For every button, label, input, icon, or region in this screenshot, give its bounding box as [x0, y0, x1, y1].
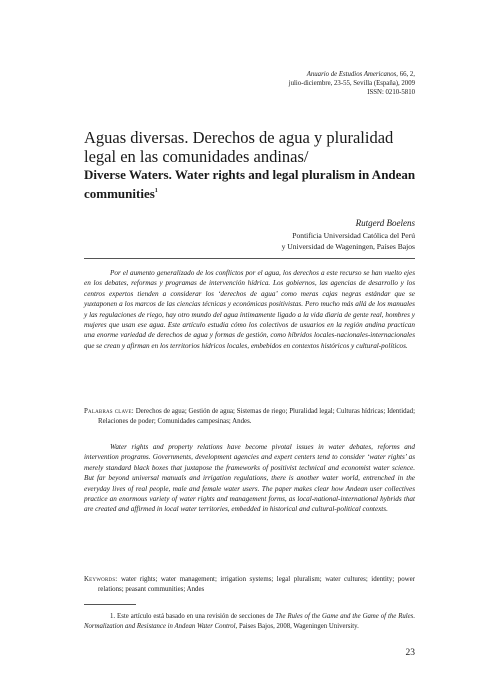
footnote-book-title: The Rules of the Game and the Game of the Rules. Normalization and Resistance in Andean Water Control	[84, 613, 416, 630]
header-rule	[84, 258, 415, 259]
journal-name: Anuario de Estudios Americanos,	[306, 71, 398, 78]
article-subtitle-text: Diverse Waters. Water rights and legal pluralism in Andean communities	[84, 167, 416, 201]
affiliation-line-1: Pontificia Universidad Católica del Perú	[292, 231, 415, 240]
keywords-spanish-label: Palabras clave:	[84, 408, 134, 415]
page-number: 23	[405, 648, 415, 658]
journal-volume: 66, 2,	[398, 71, 415, 78]
journal-issn: ISSN: 0210-5810	[367, 89, 415, 96]
footnote-text-before: . Este artículo está basado en una revisión de secciones de	[113, 613, 274, 620]
abstract-spanish: Por el aumento generalizado de los conflictos por el agua, los derechos a este recurso se han vuelto ejes en los debates, reformas y programas de intervención hídrica. Los gobiernos, las agencias de desarrollo y los centros expertos tienden a considerar los ‘derechos de agua’ como meras cajas negras estándar que se yuxtaponen a los marcos de las ciencias técnicas y económicas positivistas. Pero mucho más allá de los manuales y las regulaciones de riego, hay otro mundo del agua íntimamente ligado a la vida diaria de gente real, hombres y mujeres que usan ese agua. Este artículo estudia cómo los colectivos de usuarios en la región andina practican una enorme variedad de derechos de agua y formas de gestión, como híbridos locales-nacionales-internacionales que se crean y afirman en los territorios hídricos locales, embebidos en contextos históricos y cultural-políticos.	[84, 269, 415, 350]
keywords-english-label: Keywords:	[84, 576, 118, 583]
journal-header	[195, 70, 415, 97]
abstract-english: Water rights and property relations have become pivotal issues in water debates, reforms and intervention programs. Governments, development agencies and expert centers tend to consider ‘water rights’ as merely standard black boxes that juxtapose the frameworks of positivist technical and economist water science. But far beyond universal manuals and irrigation regulations, there is another water world, entrenched in the everyday lives of real people, male and female water users. The paper makes clear how Andean user collectives practice an enormous variety of water rights and management forms, as local-national-international hybrids that are created and affirmed in local water territories, embedded in historical and cultural-political contexts.	[84, 443, 415, 514]
footnote	[84, 612, 415, 632]
affiliation-line-2: y Universidad de Wageningen, Países Bajos	[281, 241, 415, 251]
footnote-text-after: , Paises Bajos, 2008, Wageningen University.	[235, 623, 359, 630]
keywords-english-text: water rights; water management; irrigation systems; legal pluralism; water cultures; identity; power relations; peasant communities; Andes	[98, 576, 415, 593]
article-subtitle	[84, 167, 424, 202]
footnote-marker[interactable]: 1	[154, 188, 158, 194]
footnote-rule	[84, 604, 136, 605]
journal-dates: julio-diciembre, 23-55, Sevilla (España), 2009	[288, 80, 415, 87]
keywords-english	[84, 575, 415, 595]
author-name: Rutgerd Boelens	[355, 218, 415, 228]
author-affiliation	[155, 231, 415, 252]
keywords-spanish	[84, 407, 415, 427]
article-title: Aguas diversas. Derechos de agua y pluralidad legal en las comunidades andinas/	[84, 128, 394, 166]
footnote-number: 1	[110, 613, 114, 620]
keywords-spanish-text: Derechos de agua; Gestión de agua; Sistemas de riego; Pluralidad legal; Culturas hídricas; Identidad; Relaciones de poder; Comunidades campesinas; Andes.	[98, 408, 416, 425]
